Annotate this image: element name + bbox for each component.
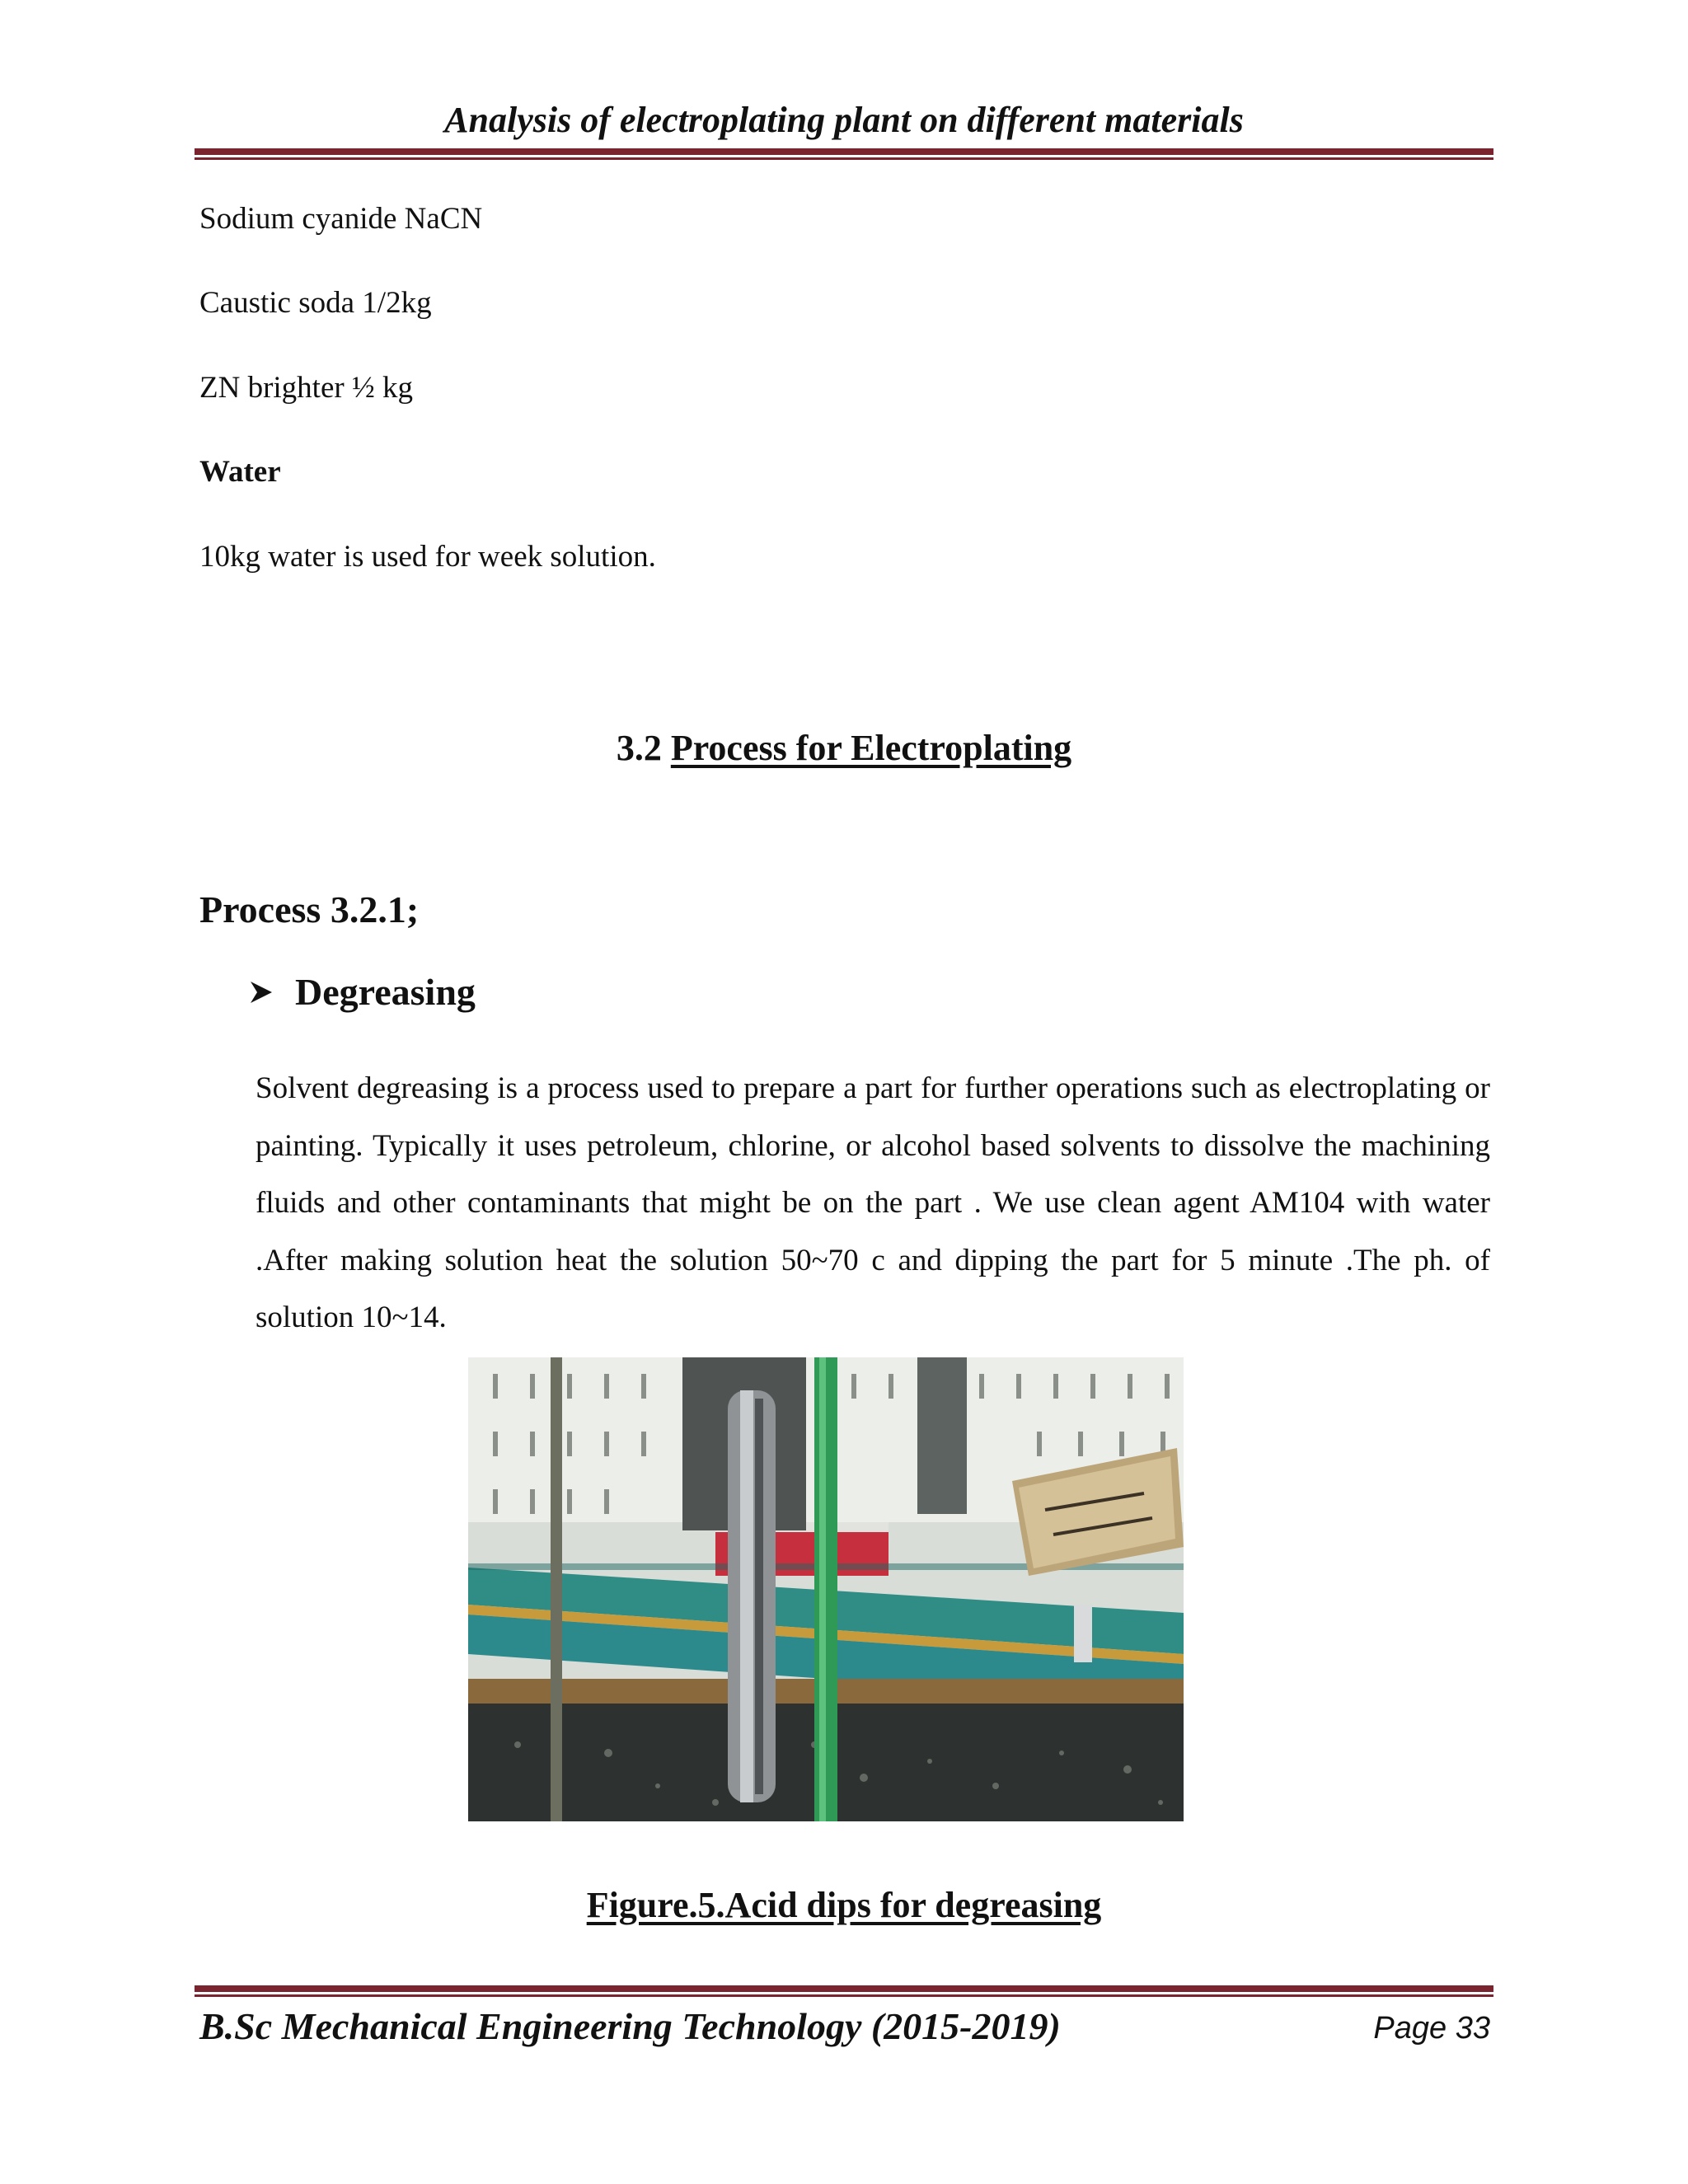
degreasing-paragraph: Solvent degreasing is a process used to prepare a part for further operations such as electroplating or painting. Typically it uses petroleum, chlorine, or alcohol based solvents to dissolve the machining fluids and other contaminants that might be on the part . We use clean agent AM104 with water .After making solution heat the solution 50~70 c and dipping the part for 5 minute .The ph. of solution 10~14.: [256, 1071, 1490, 1334]
figure-photo: [468, 1357, 1184, 1821]
header-rule-thin: [195, 157, 1493, 160]
arrow-bullet-icon: [249, 980, 274, 1005]
header-rule-thick: [195, 148, 1493, 155]
section-number: 3.2: [616, 728, 662, 768]
material-line-2: Caustic soda 1/2kg: [199, 286, 432, 320]
footer-rule-thick: [195, 1985, 1493, 1992]
section-heading: [0, 725, 1688, 771]
material-line-3: ZN brighter ½ kg: [199, 371, 413, 405]
bullet-label: Degreasing: [295, 971, 476, 1013]
water-text: 10kg water is used for week solution.: [199, 540, 656, 574]
process-title: Process 3.2.1;: [199, 888, 420, 930]
page-header-title: Analysis of electroplating plant on different materials: [444, 100, 1244, 140]
page-number: Page 33: [1373, 2011, 1490, 2046]
material-line-1: Sodium cyanide NaCN: [199, 202, 483, 236]
bullet-degreasing: [249, 968, 476, 1016]
footer-program: B.Sc Mechanical Engineering Technology (2015-2019): [199, 2005, 1061, 2047]
section-title: Process for Electroplating: [670, 728, 1072, 768]
water-heading: Water: [199, 455, 281, 489]
footer-rule-thin: [195, 1994, 1493, 1997]
figure-caption: Figure.5.Acid dips for degreasing: [586, 1885, 1102, 1925]
